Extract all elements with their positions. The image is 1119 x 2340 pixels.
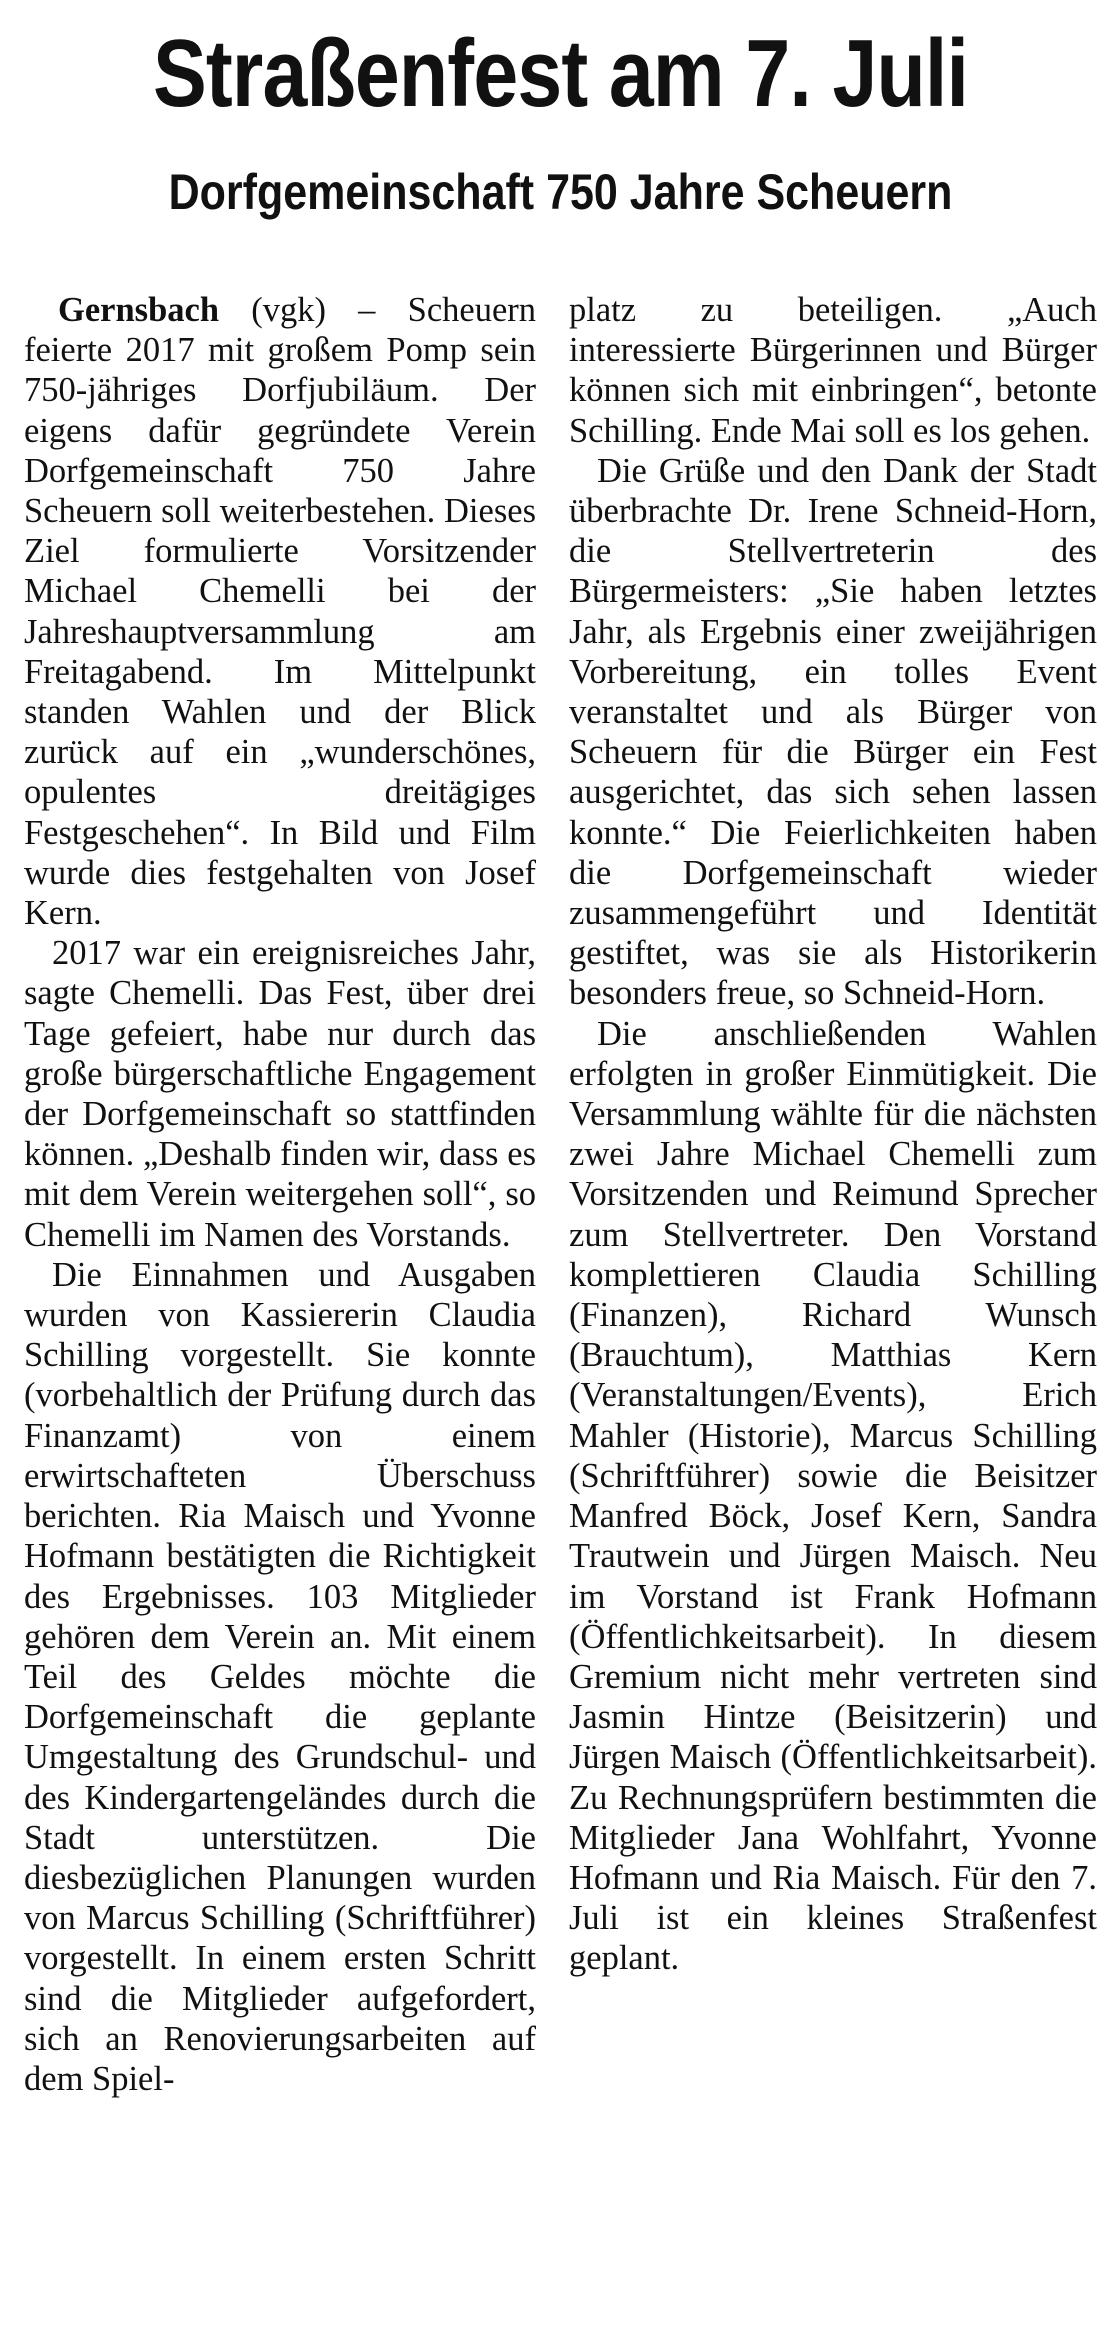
- paragraph-text: (vgk) – Scheuern feierte 2017 mit großem Pomp sein 750-jähriges Dorfjubiläum. Der eigens dafür gegründete Verein Dorfgemeinschaft 750 Jahre Scheuern soll weiterbestehen. Dieses Ziel formulierte Vorsitzender Michael Chemelli bei der Jahreshauptversammlung am Freitagabend. Im Mittelpunkt standen Wahlen und der Blick zurück auf ein „wunderschönes, opulentes dreitägiges Festgeschehen“. In Bild und Film wurde dies festgehalten von Josef Kern.: [24, 291, 536, 933]
- dateline: Gernsbach: [58, 291, 220, 329]
- paragraph: [24, 290, 536, 933]
- right-column: [569, 290, 1097, 2340]
- paragraph: Die Grüße und den Dank der Stadt überbrachte Dr. Irene Schneid-Horn, die Stellvertreterin des Bürgermeisters: „Sie haben letztes Jahr, als Ergebnis einer zweijährigen Vorbereitung, ein tolles Event veranstaltet und als Bürger von Scheuern für die Bürger ein Fest ausgerichtet, das sich sehen lassen konnte.“ Die Feierlichkeiten haben die Dorfgemeinschaft wieder zusammengeführt und Identität gestiftet, was sie als Historikerin besonders freue, so Schneid-Horn.: [569, 451, 1097, 1013]
- paragraph: platz zu beteiligen. „Auch interessierte Bürgerinnen und Bürger können sich mit einbringen“, betonte Schilling. Ende Mai soll es los gehen.: [569, 291, 1097, 450]
- paragraph: 2017 war ein ereignisreiches Jahr, sagte Chemelli. Das Fest, über drei Tage gefeiert, habe nur durch das große bürgerschaftliche Engagement der Dorfgemeinschaft so stattfinden können. „Deshalb finden wir, dass es mit dem Verein weitergehen soll“, so Chemelli im Namen des Vorstands.: [24, 934, 536, 1254]
- article-body: [24, 290, 1097, 2340]
- paragraph: Die anschließenden Wahlen erfolgten in großer Einmütigkeit. Die Versammlung wählte für die nächsten zwei Jahre Michael Chemelli zum Vorsitzenden und Reimund Sprecher zum Stellvertreter. Den Vorstand komplettieren Claudia Schilling (Finanzen), Richard Wunsch (Brauchtum), Matthias Kern (Veranstaltungen/Events), Erich Mahler (Historie), Marcus Schilling (Schriftführer) sowie die Beisitzer Manfred Böck, Josef Kern, Sandra Trautwein und Jürgen Maisch. Neu im Vorstand ist Frank Hofmann (Öffentlichkeitsarbeit). In diesem Gremium nicht mehr vertreten sind Jasmin Hintze (Beisitzerin) und Jürgen Maisch (Öffentlichkeitsarbeit). Zu Rechnungsprüfern bestimmten die Mitglieder Jana Wohlfahrt, Yvonne Hofmann und Ria Maisch. Für den 7. Juli ist ein kleines Straßenfest geplant.: [569, 1014, 1097, 1978]
- paragraph: Die Einnahmen und Ausgaben wurden von Kassiererin Claudia Schilling vorgestellt. Sie konnte (vorbehaltlich der Prüfung durch das Finanzamt) von einem erwirtschafteten Überschuss berichten. Ria Maisch und Yvonne Hofmann bestätigten die Richtigkeit des Ergebnisses. 103 Mitglieder gehören dem Verein an. Mit einem Teil des Geldes möchte die Dorfgemeinschaft die geplante Umgestaltung des Grundschul- und des Kindergartengeländes durch die Stadt unterstützen. Die diesbezüglichen Planungen wurden von Marcus Schilling (Schriftführer) vorgestellt. In einem ersten Schritt sind die Mitglieder aufgefordert, sich an Renovierungsarbeiten auf dem Spiel-: [24, 1255, 536, 2098]
- article-headline: Straßenfest am 7. Juli: [152, 20, 969, 127]
- article-subheadline: Dorfgemeinschaft 750 Jahre Scheuern: [168, 164, 953, 220]
- left-column: [24, 290, 536, 2340]
